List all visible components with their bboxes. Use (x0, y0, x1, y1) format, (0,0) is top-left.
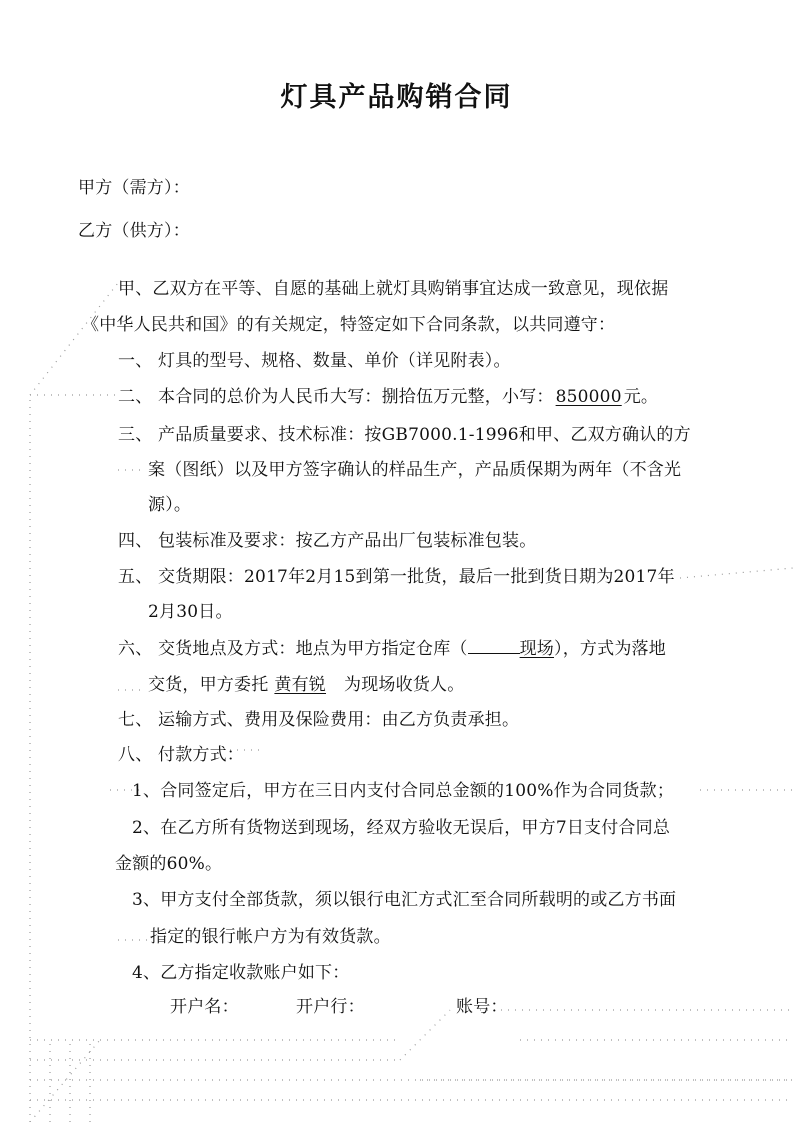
total-amount-figure: 850000 (555, 387, 622, 407)
clause-6-line-2-suffix: 为现场收货人。 (344, 675, 465, 695)
clause-6-line-2 (148, 674, 464, 696)
account-name-label: 开户名： (170, 997, 239, 1017)
payment-item-2-line-2: 金额的60%。 (115, 854, 223, 874)
payment-item-1: 1、合同签定后，甲方在三日内支付合同总金额的100%作为合同货款； (132, 781, 675, 801)
payment-item-2-line-1: 2、在乙方所有货物送到现场，经双方验收无误后，甲方7日支付合同总 (132, 818, 671, 838)
clause-8: 八、 付款方式： (118, 745, 245, 765)
clause-4: 四、 包装标准及要求：按乙方产品出厂包装标准包装。 (118, 531, 537, 551)
clause-3-line-1: 三、 产品质量要求、技术标准：按GB7000.1-1996和甲、乙双方确认的方 (118, 425, 691, 445)
intro-line-1: 甲、乙双方在平等、自愿的基础上就灯具购销事宜达成一致意见，现依据 (118, 279, 669, 299)
warehouse-blank (468, 639, 520, 654)
clause-3-line-3: 源）。 (148, 495, 192, 515)
party-a-label: 甲方（需方）： (78, 178, 190, 198)
account-bank-label: 开户行： (296, 997, 365, 1017)
account-number-label: 账号： (456, 997, 508, 1017)
delivery-place: 现场 (519, 639, 555, 659)
payment-item-3-line-1: 3、甲方支付全部货款，须以银行电汇方式汇至合同所载明的或乙方书面 (132, 890, 677, 910)
payment-item-4: 4、乙方指定收款账户如下： (132, 963, 350, 983)
receiver-name: 黄有锐 (274, 675, 327, 695)
clause-6-suffix: ），方式为落地 (554, 639, 666, 659)
party-b-label: 乙方（供方）： (78, 221, 190, 241)
clause-6-line-2-prefix: 交货，甲方委托 (148, 675, 269, 695)
clause-6-line-1 (118, 638, 666, 660)
clause-6-prefix: 六、 交货地点及方式：地点为甲方指定仓库（ (118, 639, 468, 659)
clause-7: 七、 运输方式、费用及保险费用：由乙方负责承担。 (118, 710, 520, 730)
clause-3-line-2: 案（图纸）以及甲方签字确认的样品生产，产品质保期为两年（不含光 (148, 460, 682, 480)
clause-2-suffix: 元。 (623, 387, 659, 407)
clause-5-line-2: 2月30日。 (148, 602, 233, 622)
clause-2 (118, 386, 658, 408)
clause-1: 一、 灯具的型号、规格、数量、单价（详见附表）。 (118, 351, 511, 371)
payment-item-3-line-2: 指定的银行帐户方为有效货款。 (150, 927, 391, 947)
intro-line-2: 《中华人民共和国》的有关规定，特签定如下合同条款，以共同遵守： (82, 315, 616, 335)
clause-5-line-1: 五、 交货期限：2017年2月15到第一批货，最后一批到货日期为2017年 (118, 567, 675, 587)
clause-2-prefix: 二、 本合同的总价为人民币大写：捌拾伍万元整，小写： (118, 387, 554, 407)
contract-title: 灯具产品购销合同 (280, 82, 513, 113)
